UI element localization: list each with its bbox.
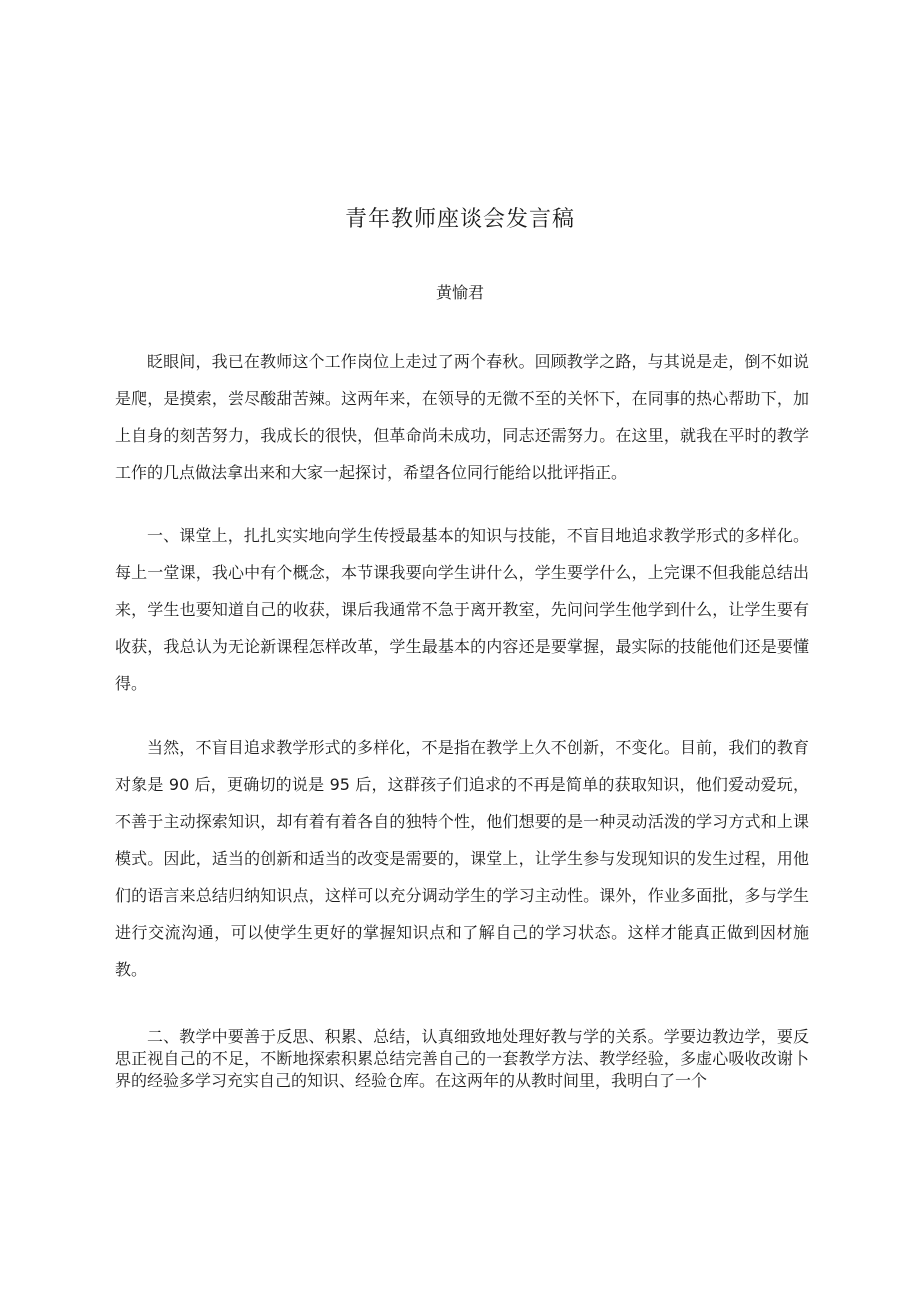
document-author: 黄愉君 bbox=[435, 283, 484, 302]
paragraph-classroom-basics: 一、课堂上，扎扎实实地向学生传授最基本的知识与技能，不盲目地追求教学形式的多样化。每上一堂课，我心中有个概念，本节课我要向学生讲什么，学生要学什么，上完课不但我能总结出来，学生也要知道自己的收获，课后我通常不急于离开教室，先问问学生他学到什么，让学生要有收获，我总认为无论新课程怎样改革，学生最基本的内容还是要掌握，最实际的技能他们还是要懂得。 bbox=[115, 526, 809, 693]
paragraph-intro: 眨眼间，我已在教师这个工作岗位上走过了两个春秋。回顾教学之路，与其说是走，倒不如说是爬，是摸索，尝尽酸甜苦辣。这两年来，在领导的无微不至的关怀下，在同事的热心帮助下，加上自身的刻苦努力，我成长的很快，但革命尚未成功，同志还需努力。在这里，就我在平时的教学工作的几点做法拿出来和大家一起探讨，希望各位同行能给以批评指正。 bbox=[115, 352, 809, 482]
document-title: 青年教师座谈会发言稿 bbox=[344, 207, 575, 232]
paragraph-reflection: 二、教学中要善于反思、积累、总结，认真细致地处理好教与学的关系。学要边教边学，要反思正视自己的不足，不断地探索积累总结完善自己的一套教学方法、教学经验，多虚心吸收改谢卜界的经验多学习充实自己的知识、经验仓库。在这两年的从教时间里，我明白了一个 bbox=[115, 1027, 809, 1090]
paragraph-innovation: 当然，不盲目追求教学形式的多样化，不是指在教学上久不创新，不变化。目前，我们的教育对象是 90 后，更确切的说是 95 后，这群孩子们追求的不再是简单的获取知识，他们爱动爱玩，不善于主动探索知识，却有着有着各自的独特个性，他们想要的是一种灵动活泼的学习方式和上课模式。因此，适当的创新和适当的改变是需要的，课堂上，让学生参与发现知识的发生过程，用他们的语言来总结归纳知识点，这样可以充分调动学生的学习主动性。课外，作业多面批，多与学生进行交流沟通，可以使学生更好的掌握知识点和了解自己的学习状态。这样才能真正做到因材施教。 bbox=[115, 738, 809, 979]
